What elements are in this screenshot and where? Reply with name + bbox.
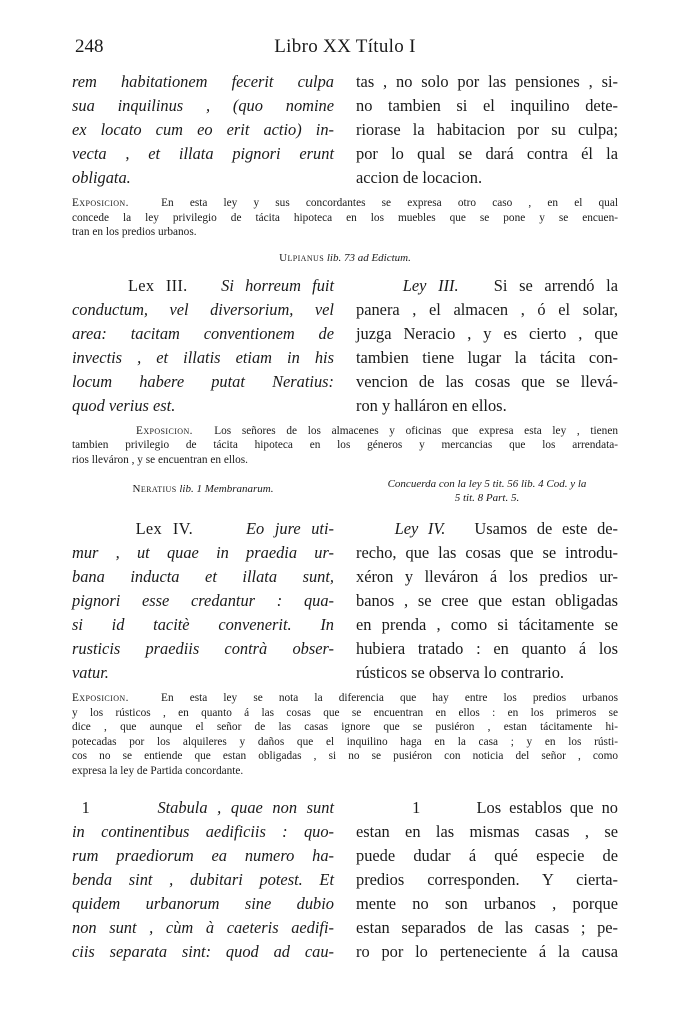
- latin-line: pignori esse credantur : qua-: [72, 591, 334, 610]
- latin-column: [72, 517, 334, 685]
- latin-line: sua inquilinus , (quo nomine: [72, 96, 334, 115]
- spanish-column: [356, 796, 618, 964]
- passage-continuation: [72, 70, 618, 190]
- exposicion-text: tambien privilegio de tácita hipoteca en los géneros y mercancias que los arrendata-: [72, 439, 618, 451]
- spanish-line: mente no son urbanos , porque: [356, 894, 618, 913]
- latin-line: vatur.: [72, 663, 109, 682]
- source-author: Neratius: [132, 483, 177, 495]
- latin-column: [72, 274, 334, 418]
- latin-line: benda sint , dubitari potest. Et: [72, 870, 334, 889]
- spanish-column: [356, 70, 618, 190]
- latin-line: locum habere putat Neratius:: [72, 371, 334, 391]
- latin-line: vecta , et illata pignori erunt: [72, 144, 334, 163]
- latin-line: Stabula , quae non sunt: [157, 798, 334, 817]
- latin-line: rum praediorum ea numero ha-: [72, 846, 334, 865]
- exposicion-note: [72, 196, 618, 240]
- latin-column: [72, 796, 334, 964]
- spanish-line: estan separados de las casas ; pe-: [356, 918, 618, 937]
- latin-line: ex locato cum eo erit actio) in-: [72, 120, 334, 139]
- exposicion-text: Los señores de los almacenes y oficinas que expresa esta ley , tienen: [214, 424, 618, 437]
- spanish-line: tambien tiene lugar la tácita con-: [356, 347, 618, 367]
- exposicion-note: [72, 424, 618, 468]
- spanish-line: xéron y lleváron á los predios ur-: [356, 567, 618, 586]
- latin-line: in continentibus aedificiis : quo-: [72, 822, 334, 841]
- exposicion-text: En esta ley se nota la diferencia que hay entre los predios urbanos: [161, 692, 618, 704]
- latin-line: Eo jure uti-: [246, 519, 334, 538]
- spanish-line: riorase la habitacion por su culpa;: [356, 120, 618, 139]
- exposicion-note: [72, 691, 618, 778]
- exposicion-text: concede la ley privilegio de tácita hipoteca en los muebles que se pone y se encuen-: [72, 211, 618, 224]
- spanish-column: [356, 274, 618, 418]
- latin-line: area: tacitam conventionem de: [72, 323, 334, 343]
- spanish-line: banos , se cree que estan obligadas: [356, 591, 618, 610]
- source-citation: [72, 252, 618, 264]
- concordance-line: 5 tit. 8 Part. 5.: [454, 492, 520, 504]
- latin-line: si id tacitè convenerit. In: [72, 615, 334, 634]
- spanish-line: ron y halláron en ellos.: [356, 395, 507, 415]
- lex-heading: Lex III.: [128, 275, 188, 295]
- spanish-line: rústicos se observa lo contrario.: [356, 663, 565, 682]
- lex-iv: [72, 517, 618, 685]
- spanish-line: Usamos de este de-: [474, 519, 619, 538]
- concordance-line: Concuerda con la ley 5 tit. 56 lib. 4 Cod. y la: [387, 478, 587, 490]
- ley-heading: Ley III.: [402, 275, 459, 295]
- spanish-line: estan en las mismas casas , se: [356, 822, 618, 841]
- spanish-column: [356, 517, 618, 685]
- ley-heading: Ley IV.: [394, 519, 446, 538]
- spanish-line: no tambien si el inquilino dete-: [356, 96, 618, 115]
- exposicion-label: Exposicion.: [136, 424, 193, 437]
- spanish-line: vencion de las cosas que se llevá-: [356, 371, 618, 391]
- spanish-line: predios corresponden. Y cierta-: [356, 870, 618, 889]
- latin-line: mur , ut quae in praedia ur-: [72, 543, 334, 562]
- exposicion-text: y los rústicos , en quanto á las cosas que se encuentran en ellos : en los primeros se: [72, 706, 618, 719]
- exposicion-text: rios lleváron , y se encuentran en ellos.: [72, 453, 248, 466]
- page-header: [72, 34, 618, 70]
- exposicion-label: Exposicion.: [72, 692, 129, 704]
- spanish-line: hubiera tratado : en quanto á los: [356, 639, 618, 658]
- spanish-line: recho, que las cosas que se introdu-: [356, 543, 618, 562]
- latin-line: ciis separata sint: quod ad cau-: [72, 942, 334, 961]
- exposicion-text: potecadas por los alquileres y daños que el inquilino haga en la casa ; y en los rústi-: [72, 735, 618, 748]
- latin-line: obligata.: [72, 168, 131, 187]
- source-citation: [72, 483, 334, 495]
- source-row: [72, 477, 618, 505]
- exposicion-text: expresa la ley de Partida concordante.: [72, 764, 244, 777]
- spanish-line: Si se arrendó la: [493, 275, 619, 295]
- paragraph-1: [72, 796, 618, 964]
- paragraph-number: 1: [81, 798, 90, 817]
- latin-line: rem habitationem fecerit culpa: [72, 72, 334, 91]
- exposicion-text: tran en los predios urbanos.: [72, 226, 197, 238]
- running-title: Libro XX Título I: [274, 36, 416, 57]
- latin-line: rusticis praediis contrà obser-: [72, 639, 334, 658]
- source-reference: lib. 73 ad Edictum.: [326, 251, 411, 264]
- latin-line: quod verius est.: [72, 395, 176, 415]
- source-reference: lib. 1 Membranarum.: [179, 483, 274, 495]
- latin-line: invectis , et illatis etiam in his: [72, 347, 334, 367]
- spanish-line: accion de locacion.: [356, 168, 483, 187]
- latin-line: quidem urbanorum sine dubio: [72, 894, 334, 913]
- latin-column: [72, 70, 334, 190]
- page-number: 248: [75, 36, 104, 57]
- book-page: [72, 34, 618, 964]
- lex-heading: Lex IV.: [135, 519, 194, 538]
- paragraph-number: 1: [412, 798, 421, 817]
- latin-line: conductum, vel diversorium, vel: [72, 299, 334, 319]
- spanish-line: ro por lo perteneciente á la causa: [356, 942, 618, 961]
- spanish-line: en prenda , como si tácitamente se: [356, 615, 618, 634]
- latin-line: bana inducta et illata sunt,: [72, 567, 334, 586]
- latin-line: Si horreum fuit: [221, 275, 335, 295]
- spanish-line: puede dudar á qué especie de: [356, 846, 618, 865]
- spanish-line: juzga Neracio , y es cierto , que: [356, 323, 618, 343]
- spanish-line: panera , el almacen , ó el solar,: [356, 299, 618, 319]
- source-author: Ulpianus: [279, 251, 325, 264]
- lex-iii: [72, 274, 618, 418]
- exposicion-text: En esta ley y sus concordantes se expresa otro caso , en el qual: [161, 197, 618, 209]
- spanish-line: por lo qual se dará contra él la: [356, 144, 618, 163]
- spanish-line: tas , no solo por las pensiones , si-: [356, 72, 618, 91]
- exposicion-text: dice , que aunque el señor de las casas ignore que se pusiéron , estan tácitamente hi-: [72, 721, 618, 733]
- exposicion-text: cos no se entiende que estan obligadas , si no se pusiéron con noticia del señor , como: [72, 750, 618, 762]
- concordance-note: [356, 477, 618, 505]
- spanish-line: Los establos que no: [476, 798, 618, 817]
- exposicion-label: Exposicion.: [72, 197, 129, 209]
- latin-line: non sunt , cùm à caeteris aedifi-: [72, 918, 334, 937]
